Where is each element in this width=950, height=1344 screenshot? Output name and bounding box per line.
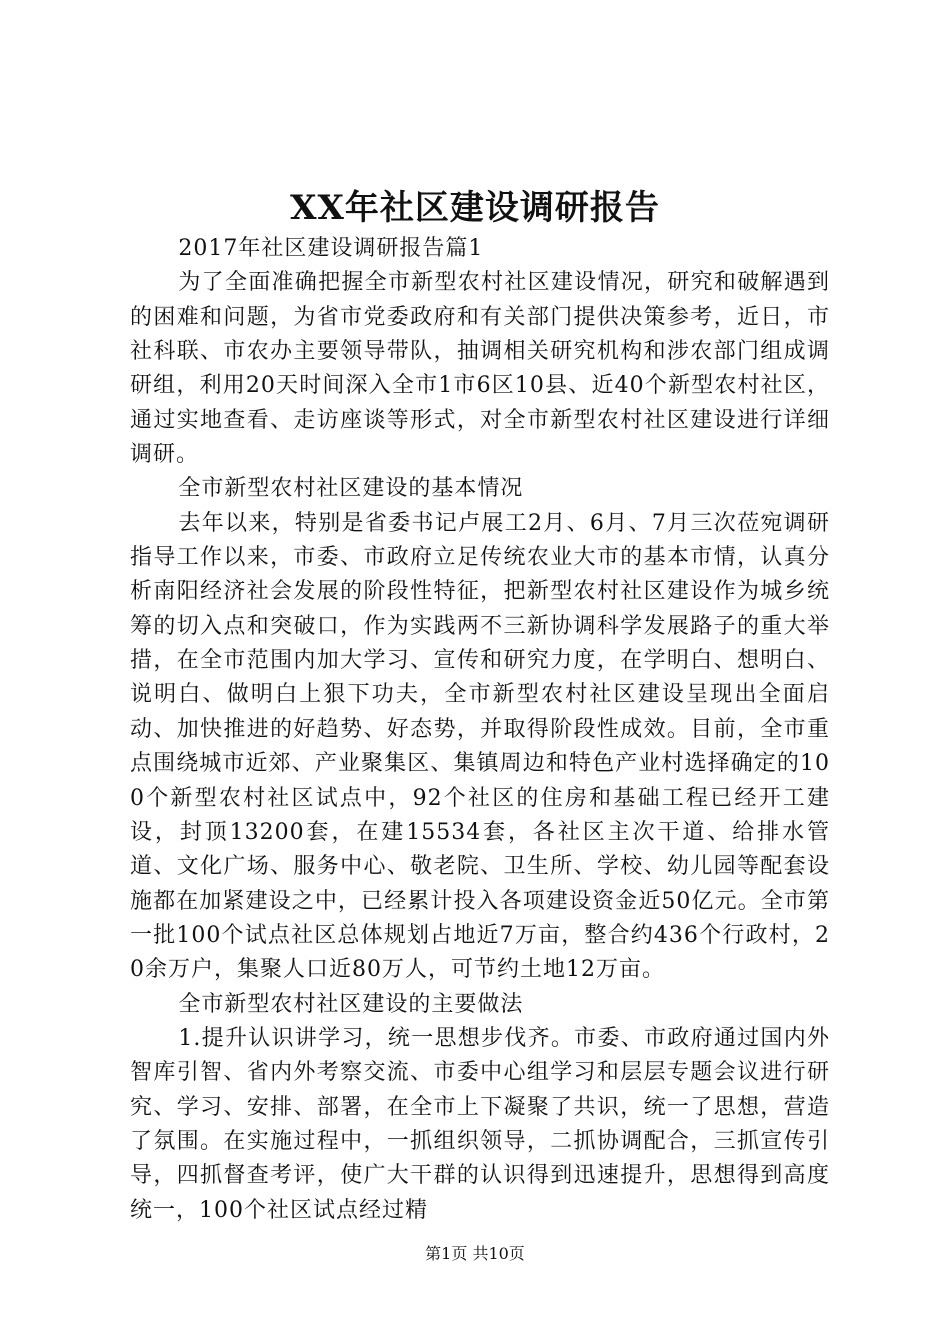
body-paragraph: 1.提升认识讲学习，统一思想步伐齐。市委、市政府通过国内外智库引智、省内外考察交流、市委中心组学习和层层专题会议进行研究、学习、安排、部署，在全市上下凝聚了共识，统一了思想，营造了氛围。在实施过程中，一抓组织领导，二抓协调配合，三抓宣传引导，四抓督查考评，使广大干群的认识得到迅速提升，思想得到高度统一，100个社区试点经过精 <box>130 1025 830 1223</box>
section-heading: 全市新型农村社区建设的基本情况 <box>178 476 524 502</box>
body-paragraph: 去年以来，特别是省委书记卢展工2月、6月、7月三次莅宛调研指导工作以来，市委、市政府立足传统农业大市的基本市情，认真分析南阳经济社会发展的阶段性特征，把新型农村社区建设作为城乡统筹的切入点和突破口，作为实践两不三新协调科学发展路子的重大举措，在全市范围内加大学习、宣传和研究力度，在学明白、想明白、说明白、做明白上狠下功夫，全市新型农村社区建设呈现出全面启动、加快推进的好趋势、好态势，并取得阶段性成效。目前，全市重点围绕城市近郊、产业聚集区、集镇周边和特色产业村选择确定的100个新型农村社区试点中，92个社区的住房和基础工程已经开工建设，封顶13200套，在建15534套，各社区主次干道、给排水管道、文化广场、服务中心、敬老院、卫生所、学校、幼儿园等配套设施都在加紧建设之中，已经累计投入各项建设资金近50亿元。全市第一批100个试点社区总体规划占地近7万亩，整合约436个行政村，20余万户，集聚人口近80万人，可节约土地12万亩。 <box>130 510 830 983</box>
body-paragraph: 为了全面准确把握全市新型农村社区建设情况，研究和破解遇到的困难和问题，为省市党委政府和有关部门提供决策参考，近日，市社科联、市农办主要领导带队，抽调相关研究机构和涉农部门组成调研组，利用20天时间深入全市1市6区10县、近40个新型农村社区，通过实地查看、走访座谈等形式，对全市新型农村社区建设进行详细调研。 <box>130 270 830 468</box>
section-heading: 2017年社区建设调研报告篇1 <box>178 236 484 261</box>
section-heading: 全市新型农村社区建设的主要做法 <box>178 991 524 1017</box>
page-number-footer: 第1页 共10页 <box>425 1244 525 1263</box>
document-body <box>130 232 830 1228</box>
document-title: XX年社区建设调研报告 <box>290 188 660 228</box>
